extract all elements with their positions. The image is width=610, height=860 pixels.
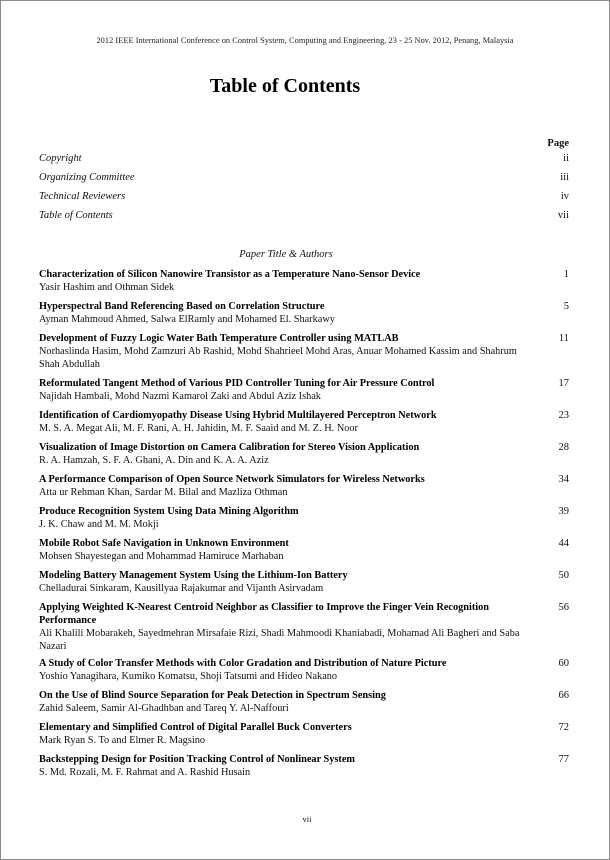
paper-title: A Study of Color Transfer Methods with Color Gradation and Distribution of Nature Picture [39, 658, 447, 669]
paper-title: Hyperspectral Band Referencing Based on Correlation Structure [39, 301, 325, 312]
paper-title: Development of Fuzzy Logic Water Bath Temperature Controller using MATLAB [39, 333, 399, 344]
front-matter-page: iv [560, 191, 569, 202]
paper-authors: M. S. A. Megat Ali, M. F. Rani, A. H. Jahidin, M. F. Saaid and M. Z. H. Noor [39, 423, 358, 434]
paper-page: 60 [558, 658, 569, 669]
paper-authors: Zahid Saleem, Samir Al-Ghadhban and Tareq Y. Al-Naffouri [39, 703, 289, 714]
paper-page: 50 [558, 570, 569, 581]
front-matter-item [39, 172, 569, 191]
paper-authors: Mohsen Shayestegan and Mohammad Hamiruce Marhaban [39, 551, 284, 562]
paper-page: 11 [558, 333, 569, 344]
front-matter-page: ii [563, 153, 569, 164]
paper-authors: R. A. Hamzah, S. F. A. Ghani, A. Din and K. A. A. Aziz [39, 455, 269, 466]
paper-authors: Najidah Hambali, Mohd Nazmi Kamarol Zaki and Abdul Aziz Ishak [39, 391, 321, 402]
paper-page: 56 [558, 602, 569, 613]
paper-page: 34 [558, 474, 569, 485]
toc-entry [39, 473, 569, 499]
paper-title: Elementary and Simplified Control of Digital Parallel Buck Converters [39, 722, 352, 733]
front-matter-item [39, 191, 569, 210]
page-column-label: Page [547, 138, 569, 149]
paper-authors: Norhaslinda Hasim, Mohd Zamzuri Ab Rashid, Mohd Shahrieel Mohd Aras, Anuar Mohamed Kassim and Shahrum Shah Abdullah [39, 346, 517, 370]
paper-authors: S. Md. Rozali, M. F. Rahmat and A. Rashid Husain [39, 767, 251, 778]
toc-entry [39, 505, 569, 531]
paper-title: Applying Weighted K-Nearest Centroid Neighbor as Classifier to Improve the Finger Vein Recognition Performance [39, 602, 490, 626]
paper-page: 72 [558, 722, 569, 733]
toc-entry [39, 537, 569, 563]
paper-page: 39 [558, 506, 569, 517]
paper-page: 17 [558, 378, 569, 389]
toc-entry [39, 377, 569, 403]
paper-title: Characterization of Silicon Nanowire Transistor as a Temperature Nano-Sensor Device [39, 269, 421, 280]
toc-entry [39, 300, 569, 326]
paper-title: Produce Recognition System Using Data Mining Algorithm [39, 506, 299, 517]
paper-authors: Atta ur Rehman Khan, Sardar M. Bilal and Mazliza Othman [39, 487, 288, 498]
paper-title: Visualization of Image Distortion on Camera Calibration for Stereo Vision Application [39, 442, 420, 453]
paper-page: 77 [558, 754, 569, 765]
toc-entry [39, 569, 569, 595]
front-matter-page: vii [557, 210, 569, 221]
paper-page: 44 [558, 538, 569, 549]
paper-authors: Chelladurai Sinkaram, Kausillyaa Rajakumar and Vijanth Asirvadam [39, 583, 324, 594]
paper-page: 28 [558, 442, 569, 453]
front-matter-item [39, 153, 569, 172]
paper-page: 5 [563, 301, 569, 312]
toc-entry [39, 268, 569, 294]
paper-authors: Mark Ryan S. To and Elmer R. Magsino [39, 735, 205, 746]
front-matter-label: Table of Contents [39, 210, 113, 221]
front-matter-item [39, 210, 569, 229]
front-matter-page: iii [560, 172, 569, 183]
front-matter-label: Copyright [39, 153, 82, 164]
paper-title: Mobile Robot Safe Navigation in Unknown Environment [39, 538, 289, 549]
toc-entry [39, 601, 569, 653]
toc-entry [39, 441, 569, 467]
paper-authors: Ayman Mahmoud Ahmed, Salwa ElRamly and Mohamed El. Sharkawy [39, 314, 335, 325]
paper-authors: Ali Khalili Mobarakeh, Sayedmehran Mirsafaie Rizi, Shadi Mahmoodi Khaniabadi, Mohamad Ali Bagheri and Saba Nazari [39, 628, 520, 652]
toc-entry [39, 657, 569, 683]
paper-page: 23 [558, 410, 569, 421]
front-matter-label: Organizing Committee [39, 172, 135, 183]
paper-page: 66 [558, 690, 569, 701]
paper-title: On the Use of Blind Source Separation for Peak Detection in Spectrum Sensing [39, 690, 386, 701]
toc-entry [39, 689, 569, 715]
page-title: Table of Contents [209, 75, 361, 97]
running-head: 2012 IEEE International Conference on Control System, Computing and Engineering, 23 - 25 Nov. 2012, Penang, Malaysia [96, 36, 514, 45]
paper-authors: Yasir Hashim and Othman Sidek [39, 282, 175, 293]
paper-title: Modeling Battery Management System Using the Lithium-Ion Battery [39, 570, 348, 581]
paper-authors: J. K. Chaw and M. M. Mokji [39, 519, 159, 530]
paper-title: A Performance Comparison of Open Source Network Simulators for Wireless Networks [39, 474, 425, 485]
paper-title: Identification of Cardiomyopathy Disease Using Hybrid Multilayered Perceptron Network [39, 410, 437, 421]
paper-page: 1 [563, 269, 569, 280]
paper-title: Reformulated Tangent Method of Various PID Controller Tuning for Air Pressure Control [39, 378, 435, 389]
papers-heading: Paper Title & Authors [239, 249, 333, 260]
toc-entry [39, 753, 569, 779]
toc-entry [39, 332, 569, 371]
toc-entry [39, 409, 569, 435]
front-matter-label: Technical Reviewers [39, 191, 126, 202]
footer-page-number: vii [302, 814, 312, 824]
paper-authors: Yoshio Yanagihara, Kumiko Komatsu, Shoji Tatsumi and Hideo Nakano [39, 671, 338, 682]
toc-entry [39, 721, 569, 747]
paper-title: Backstepping Design for Position Tracking Control of Nonlinear System [39, 754, 355, 765]
